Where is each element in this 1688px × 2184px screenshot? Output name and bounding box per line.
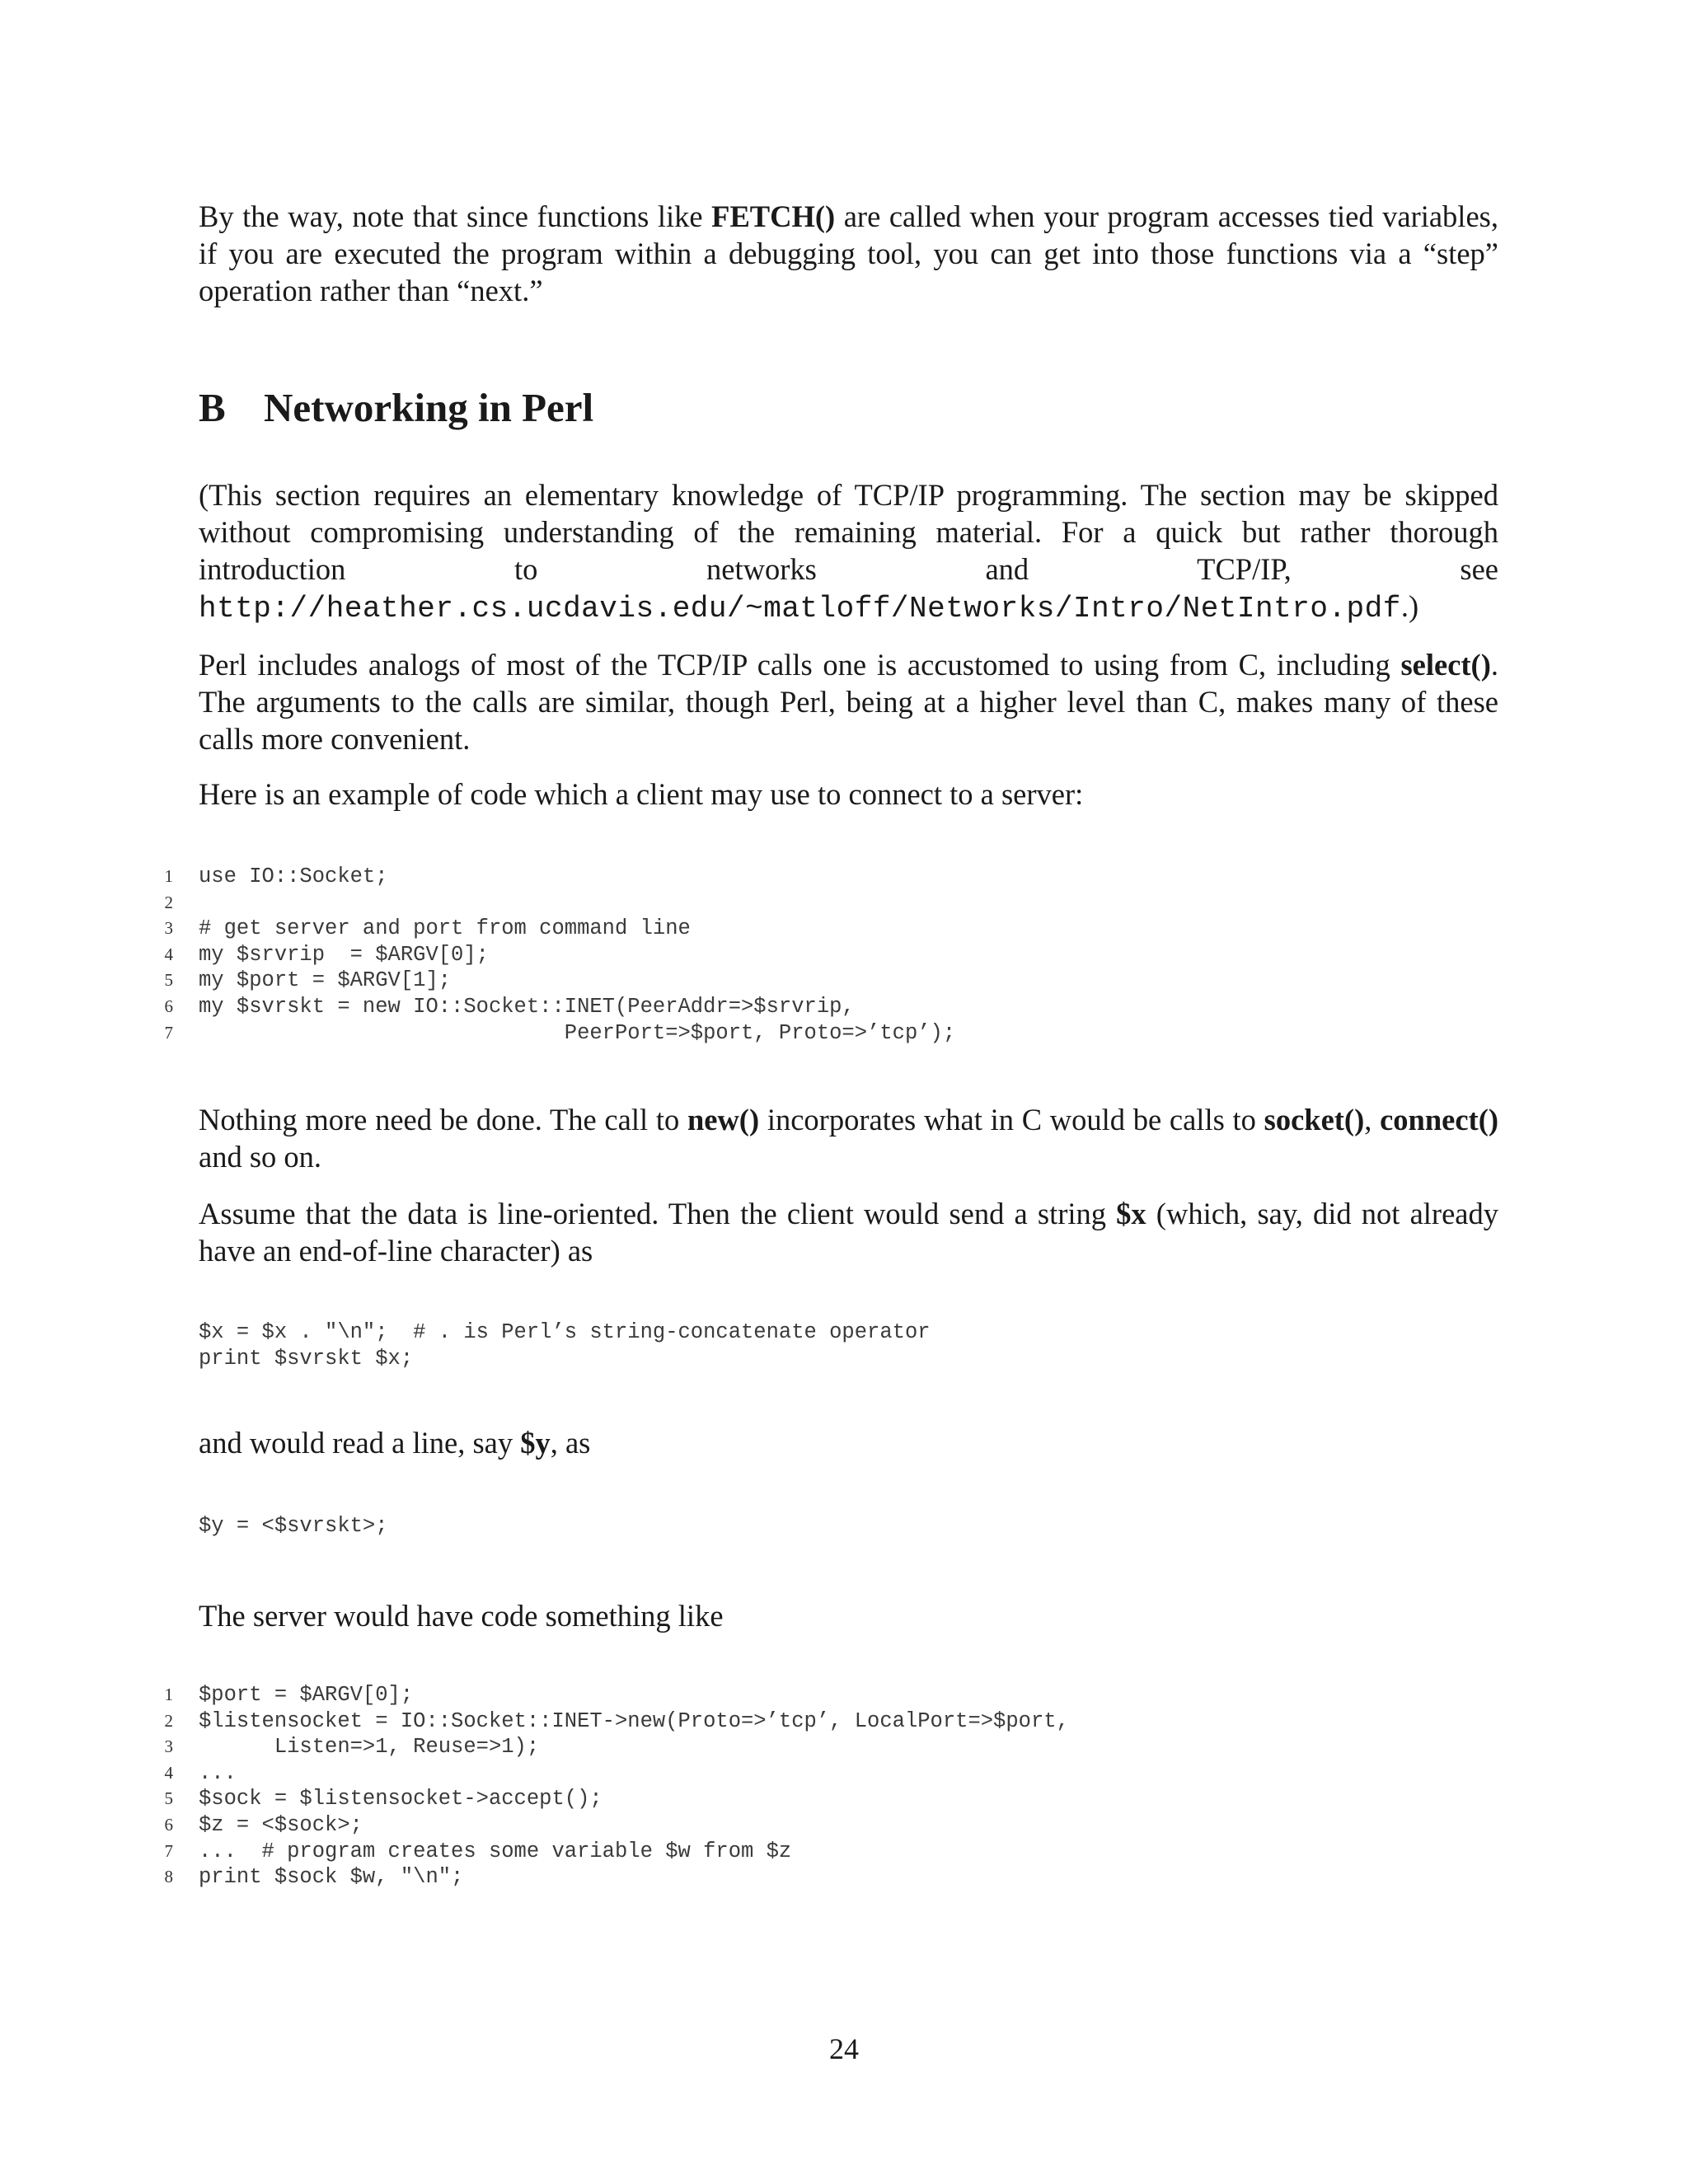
section-heading bbox=[199, 384, 593, 431]
code-text: $port = $ARGV[0]; bbox=[199, 1683, 414, 1707]
line-number: 7 bbox=[164, 1022, 173, 1043]
paragraph-perl-tcp-analogs bbox=[199, 646, 1498, 757]
text-span: , bbox=[1364, 1103, 1381, 1137]
code-line bbox=[0, 1708, 1688, 1735]
paragraph-new-call bbox=[199, 1101, 1498, 1175]
code-text: # get server and port from command line bbox=[199, 916, 691, 941]
code-text: use IO::Socket; bbox=[199, 865, 388, 888]
code-line bbox=[0, 1513, 1688, 1540]
code-text: PeerPort=>$port, Proto=>’tcp’); bbox=[199, 1020, 956, 1045]
line-number: 4 bbox=[164, 944, 173, 964]
text-span: The server would have code something like bbox=[199, 1599, 724, 1633]
line-number: 2 bbox=[164, 1710, 173, 1731]
code-line bbox=[0, 942, 1688, 968]
code-text: ... bbox=[199, 1760, 237, 1785]
code-text: $sock = $listensocket->accept(); bbox=[199, 1787, 603, 1811]
code-block-client bbox=[0, 864, 1688, 1046]
text-span: are called when your program accesses tied variables, if you are executed the program within a debugging tool, you can get into those functions via a “step” operation rather than “next.” bbox=[199, 199, 1498, 307]
code-line bbox=[0, 1786, 1688, 1812]
code-block-send bbox=[0, 1319, 1688, 1371]
code-text: my $port = $ARGV[1]; bbox=[199, 968, 452, 993]
text-span: (which, say, did not already have an end-of-line character) as bbox=[199, 1197, 1498, 1268]
code-line bbox=[0, 890, 1688, 916]
code-text: print $svrskt $x; bbox=[199, 1346, 414, 1371]
bold-select: select() bbox=[1400, 648, 1491, 682]
code-line bbox=[0, 1682, 1688, 1708]
paragraph-read-line bbox=[199, 1424, 1498, 1461]
code-line bbox=[0, 1346, 1688, 1372]
code-text: $listensocket = IO::Socket::INET->new(Proto=>’tcp’, LocalPort=>$port, bbox=[199, 1708, 1069, 1733]
code-line bbox=[0, 1864, 1688, 1891]
section-number: B bbox=[199, 385, 226, 430]
text-span: Assume that the data is line-oriented. Then the client would send a string bbox=[199, 1197, 1117, 1230]
code-text: $y = <$svrskt>; bbox=[199, 1514, 388, 1538]
code-line bbox=[0, 1319, 1688, 1346]
code-line bbox=[0, 994, 1688, 1020]
bold-socket: socket() bbox=[1264, 1103, 1365, 1137]
text-span: .) bbox=[1400, 589, 1419, 623]
text-span: and so on. bbox=[199, 1140, 322, 1174]
line-number: 5 bbox=[164, 1788, 173, 1809]
paragraph-server-intro bbox=[199, 1597, 1498, 1634]
bold-new: new() bbox=[687, 1103, 760, 1137]
line-number: 6 bbox=[164, 1814, 173, 1835]
text-span: . The arguments to the calls are similar, though Perl, being at a higher level than C, makes many of these calls more convenient. bbox=[199, 648, 1498, 756]
code-line bbox=[0, 1734, 1688, 1760]
code-text: ... # program creates some variable $w from $z bbox=[199, 1839, 792, 1863]
paragraph-client-example-intro bbox=[199, 776, 1498, 813]
text-span: (This section requires an elementary knowledge of TCP/IP programming. The section may be skipped without compromising understanding of the remaining material. For a quick but rather thorough introduction to networks and TCP/IP, see bbox=[199, 478, 1498, 586]
line-number: 4 bbox=[164, 1762, 173, 1783]
section-title: Networking in Perl bbox=[264, 385, 594, 430]
code-line bbox=[0, 1839, 1688, 1865]
text-span: Perl includes analogs of most of the TCP/IP calls one is accustomed to using from C, including bbox=[199, 648, 1401, 682]
code-text: Listen=>1, Reuse=>1); bbox=[199, 1735, 540, 1760]
code-line bbox=[0, 1020, 1688, 1047]
code-block-read bbox=[0, 1513, 1688, 1540]
paragraph-prerequisites bbox=[199, 476, 1498, 627]
text-span: Nothing more need be done. The call to bbox=[199, 1103, 687, 1137]
code-block-server bbox=[0, 1682, 1688, 1891]
code-text: my $srvrip = $ARGV[0]; bbox=[199, 942, 489, 967]
code-line bbox=[0, 1812, 1688, 1839]
bold-fetch: FETCH() bbox=[711, 199, 836, 233]
code-text: $x = $x . "\n"; # . is Perl’s string-concatenate operator bbox=[199, 1320, 931, 1344]
line-number: 1 bbox=[164, 1685, 173, 1704]
text-span: incorporates what in C would be calls to bbox=[759, 1103, 1264, 1137]
line-number: 5 bbox=[164, 970, 173, 991]
text-span: By the way, note that since functions like bbox=[199, 199, 712, 233]
line-number: 3 bbox=[164, 1736, 173, 1757]
networks-intro-url[interactable]: http://heather.cs.ucdavis.edu/~matloff/Networks/Intro/NetIntro.pdf bbox=[199, 592, 1401, 626]
line-number: 3 bbox=[164, 918, 173, 939]
text-span: and would read a line, say bbox=[199, 1426, 521, 1460]
line-number: 8 bbox=[164, 1867, 173, 1887]
bold-connect: connect() bbox=[1380, 1103, 1499, 1137]
code-text: print $sock $w, "\n"; bbox=[199, 1865, 464, 1890]
code-text: $z = <$sock>; bbox=[199, 1812, 363, 1837]
text-span: Here is an example of code which a client may use to connect to a server: bbox=[199, 777, 1084, 811]
paragraph-line-oriented bbox=[199, 1195, 1498, 1269]
bold-x-var: $x bbox=[1116, 1197, 1146, 1230]
line-number: 1 bbox=[164, 866, 173, 886]
line-number: 2 bbox=[164, 892, 173, 912]
paragraph-debugging-note bbox=[199, 198, 1498, 309]
line-number: 6 bbox=[164, 996, 173, 1016]
line-number: 7 bbox=[164, 1840, 173, 1861]
code-text: my $svrskt = new IO::Socket::INET(PeerAddr=>$srvrip, bbox=[199, 994, 855, 1019]
code-line bbox=[0, 968, 1688, 994]
page-number: 24 bbox=[829, 2032, 859, 2065]
text-span: , as bbox=[550, 1426, 591, 1460]
bold-y-var: $y bbox=[520, 1426, 551, 1460]
code-line bbox=[0, 916, 1688, 942]
code-line bbox=[0, 864, 1688, 890]
code-line bbox=[0, 1760, 1688, 1787]
